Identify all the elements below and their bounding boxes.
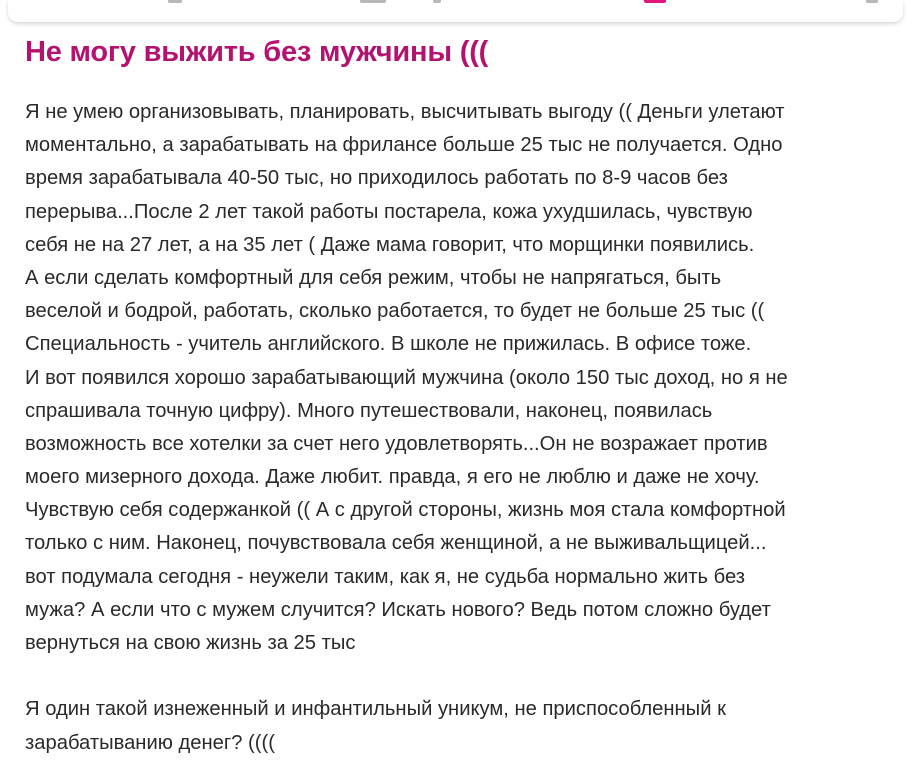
article-text-line: Я не умею организовывать, планировать, высчитывать выгоду (( Деньги улетают xyxy=(25,101,785,123)
article-text-line: перерыва...После 2 лет такой работы постарела, кожа ухудшилась, чувствую xyxy=(25,200,753,223)
menu-icon[interactable] xyxy=(168,0,182,3)
notifications-icon[interactable] xyxy=(644,0,666,3)
article-text-line: И вот появился хорошо зарабатывающий мужчина (около 150 тыс доход, но я не xyxy=(25,366,788,389)
article-body xyxy=(25,96,895,767)
article-text-line: моего мизерного дохода. Даже любит. правда, я его не люблю и даже не хочу. xyxy=(25,466,760,489)
article-text-line: Я один такой изнеженный и инфантильный уникум, не приспособленный к xyxy=(25,698,726,721)
article xyxy=(25,32,895,754)
top-navigation-bar-wrapper xyxy=(0,0,914,24)
paragraph-spacer xyxy=(25,660,895,693)
article-text-line: вот подумала сегодня - неужели таким, как я, не судьба нормально жить без xyxy=(25,565,746,588)
article-text-line: спрашивала точную цифру). Много путешествовали, наконец, появилась xyxy=(25,399,713,422)
article-text-line: вернуться на свою жизнь за 25 тыс xyxy=(25,632,356,654)
paragraph-spacer xyxy=(25,760,895,767)
article-text-line: только с ним. Наконец, почувствовала себя женщиной, а не выживальщицей... xyxy=(25,532,767,555)
article-text-line: Специальность - учитель английского. В школе не прижилась. В офисе тоже. xyxy=(25,333,752,356)
article-text-line: зарабатыванию денег? (((( xyxy=(25,731,275,754)
article-text-line: моментально, а зарабатывать на фрилансе больше 25 тыс не получается. Одно xyxy=(25,134,783,157)
article-title: Не могу выжить без мужчины ((( xyxy=(25,36,489,68)
article-text-line: себя не на 27 лет, а на 35 лет ( Даже мама говорит, что морщинки появились. xyxy=(25,233,755,256)
search-icon[interactable] xyxy=(433,0,441,3)
profile-icon[interactable] xyxy=(866,0,878,3)
article-text-line: время зарабатывала 40-50 тыс, но приходилось работать по 8-9 часов без xyxy=(25,167,728,190)
article-text-line: возможность все хотелки за счет него удовлетворять...Он не возражает против xyxy=(25,432,768,455)
article-text-line: веселой и бодрой, работать, сколько работается, то будет не больше 25 тыс (( xyxy=(25,300,765,323)
chat-icon[interactable] xyxy=(360,0,386,3)
article-text-line: мужа? А если что с мужем случится? Искать нового? Ведь потом сложно будет xyxy=(25,598,771,621)
top-navigation-bar xyxy=(8,0,903,22)
article-text-line: Чувствую себя содержанкой (( А с другой стороны, жизнь моя стала комфортной xyxy=(25,499,786,522)
article-text-line: А если сделать комфортный для себя режим, чтобы не напрягаться, быть xyxy=(25,266,722,289)
